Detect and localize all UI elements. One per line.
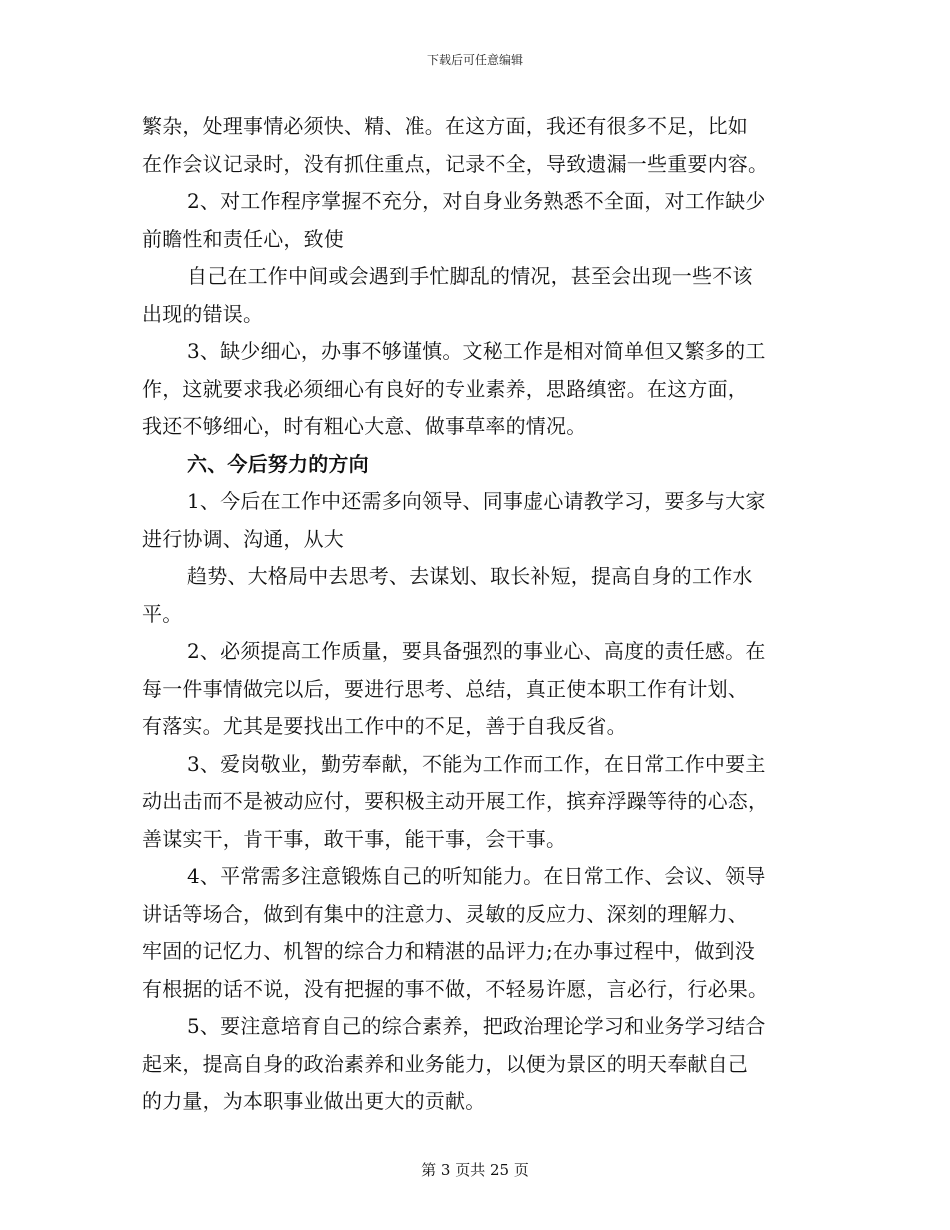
body-line: 出现的错误。 [142,301,264,326]
body-line: 牢固的记忆力、机智的综合力和精湛的品评力;在办事过程中，做到没 [142,939,755,963]
body-line: 繁杂，处理事情必须快、精、准。在这方面，我还有很多不足，比如 [142,114,748,138]
paragraph-start-line: 3、缺少细心，办事不够谨慎。文秘工作是相对简单但又繁多的工 [187,339,766,363]
page-header-note: 下载后可任意编辑 [426,53,523,67]
paragraph-start-line: 趋势、大格局中去思考、去谋划、取长补短，提高自身的工作水 [187,564,753,588]
paragraph-start-line: 4、平常需多注意锻炼自己的听知能力。在日常工作、会议、领导 [187,864,766,888]
page-number-footer: 第 3 页共 25 页 [421,1161,529,1179]
document-body [142,108,822,1121]
paragraph-start-line: 1、今后在工作中还需多向领导、同事虚心请教学习，要多与大家 [187,489,766,513]
body-line: 平。 [142,601,183,626]
body-line: 讲话等场合，做到有集中的注意力、灵敏的反应力、深刻的理解力、 [142,901,748,926]
body-line: 在作会议记录时，没有抓住重点，记录不全，导致遗漏一些重要内容。 [142,151,769,176]
body-line: 进行协调、沟通，从大 [142,526,344,551]
section-heading: 六、今后努力的方向 [187,451,369,476]
body-line: 起来，提高自身的政治素养和业务能力，以便为景区的明天奉献自己 [142,1051,748,1076]
paragraph-start-line: 2、必须提高工作质量，要具备强烈的事业心、高度的责任感。在 [187,639,766,663]
body-line: 前瞻性和责任心，致使 [142,226,344,251]
paragraph-start-line: 3、爱岗敬业，勤劳奉献，不能为工作而工作，在日常工作中要主 [187,751,766,776]
body-line: 有落实。尤其是要找出工作中的不足，善于自我反省。 [142,714,627,738]
body-line: 善谋实干，肯干事，敢干事，能干事，会干事。 [142,826,567,851]
paragraph-start-line: 5、要注意培育自己的综合素养，把政治理论学习和业务学习结合 [187,1014,766,1038]
body-line: 动出击而不是被动应付，要积极主动开展工作，摈弃浮躁等待的心态， [142,789,769,813]
body-line: 有根据的话不说，没有把握的事不做，不轻易许愿，言必行，行必果。 [142,976,769,1001]
body-line: 每一件事情做完以后，要进行思考、总结，真正使本职工作有计划、 [142,676,748,701]
body-line: 我还不够细心，时有粗心大意、做事草率的情况。 [142,414,587,438]
body-line: 的力量，为本职事业做出更大的贡献。 [142,1089,486,1113]
paragraph-start-line: 2、对工作程序掌握不充分，对自身业务熟悉不全面，对工作缺少 [187,189,766,213]
paragraph-start-line: 自己在工作中间或会遇到手忙脚乱的情况，甚至会出现一些不该 [187,264,753,288]
body-line: 作，这就要求我必须细心有良好的专业素养，思路缜密。在这方面， [142,376,748,401]
